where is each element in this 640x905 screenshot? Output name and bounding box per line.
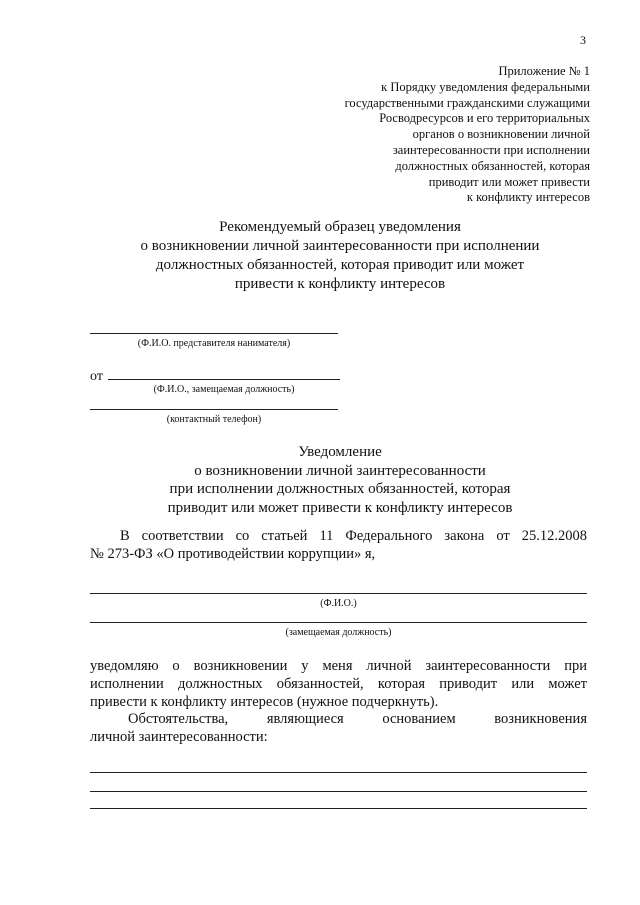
body-line: уведомляю о возникновении у меня личной заинтересованности при bbox=[90, 658, 587, 674]
body-line: привести к конфликту интересов (нужное подчеркнуть). bbox=[90, 694, 439, 710]
circumstances-line: личной заинтересованности: bbox=[90, 729, 268, 745]
fio-line[interactable] bbox=[90, 593, 587, 594]
sender-line[interactable] bbox=[108, 379, 340, 380]
answer-line[interactable] bbox=[90, 808, 587, 809]
intro-line: № 273-ФЗ «О противодействии коррупции» я, bbox=[90, 546, 376, 562]
notice-title-line: Уведомление bbox=[298, 444, 382, 460]
appendix-line: заинтересованности при исполнении bbox=[392, 142, 590, 157]
appendix-line: должностных обязанностей, которая bbox=[395, 158, 590, 173]
appendix-line: приводит или может привести bbox=[428, 174, 590, 189]
notice-title bbox=[90, 443, 590, 517]
title-line: привести к конфликту интересов bbox=[234, 276, 446, 292]
answer-line[interactable] bbox=[90, 791, 587, 792]
appendix-line: государственными гражданскими служащими bbox=[344, 95, 590, 110]
document-title bbox=[90, 218, 590, 294]
title-line: Рекомендуемый образец уведомления bbox=[219, 219, 461, 235]
phone-caption: (контактный телефон) bbox=[166, 414, 262, 425]
circumstances-paragraph bbox=[90, 710, 587, 746]
page-number: 3 bbox=[580, 33, 586, 47]
appendix-header bbox=[290, 64, 590, 206]
employer-caption: (Ф.И.О. представителя нанимателя) bbox=[137, 338, 291, 349]
notice-title-line: о возникновении личной заинтересованности bbox=[194, 462, 486, 479]
circumstances-line: Обстоятельства, являющиеся основанием возникновения bbox=[128, 711, 587, 727]
from-label: от bbox=[90, 369, 103, 384]
notice-title-line: при исполнении должностных обязанностей, которая bbox=[169, 481, 511, 497]
notice-title-line: приводит или может привести к конфликту интересов bbox=[167, 499, 513, 516]
appendix-line: Росводресурсов и его территориальных bbox=[379, 111, 590, 126]
appendix-line: органов о возникновении личной bbox=[412, 127, 590, 142]
phone-line[interactable] bbox=[90, 409, 338, 410]
appendix-line: к Порядку уведомления федеральными bbox=[381, 79, 590, 94]
position-caption: (замещаемая должность) bbox=[285, 627, 392, 638]
body-paragraph bbox=[90, 657, 587, 711]
title-line: должностных обязанностей, которая приводит или может bbox=[155, 257, 525, 273]
intro-paragraph bbox=[90, 527, 587, 563]
body-line: исполнении должностных обязанностей, которая приводит или может bbox=[90, 676, 587, 692]
sender-caption: (Ф.И.О., замещаемая должность) bbox=[153, 384, 295, 395]
title-line: о возникновении личной заинтересованности при исполнении bbox=[140, 238, 540, 254]
appendix-line: Приложение № 1 bbox=[498, 64, 590, 78]
appendix-line: к конфликту интересов bbox=[466, 190, 590, 205]
answer-line[interactable] bbox=[90, 772, 587, 773]
position-line[interactable] bbox=[90, 622, 587, 623]
employer-name-line[interactable] bbox=[90, 333, 338, 334]
intro-line: В соответствии со статьей 11 Федерального закона от 25.12.2008 bbox=[120, 528, 587, 544]
fio-caption: (Ф.И.О.) bbox=[320, 598, 357, 609]
